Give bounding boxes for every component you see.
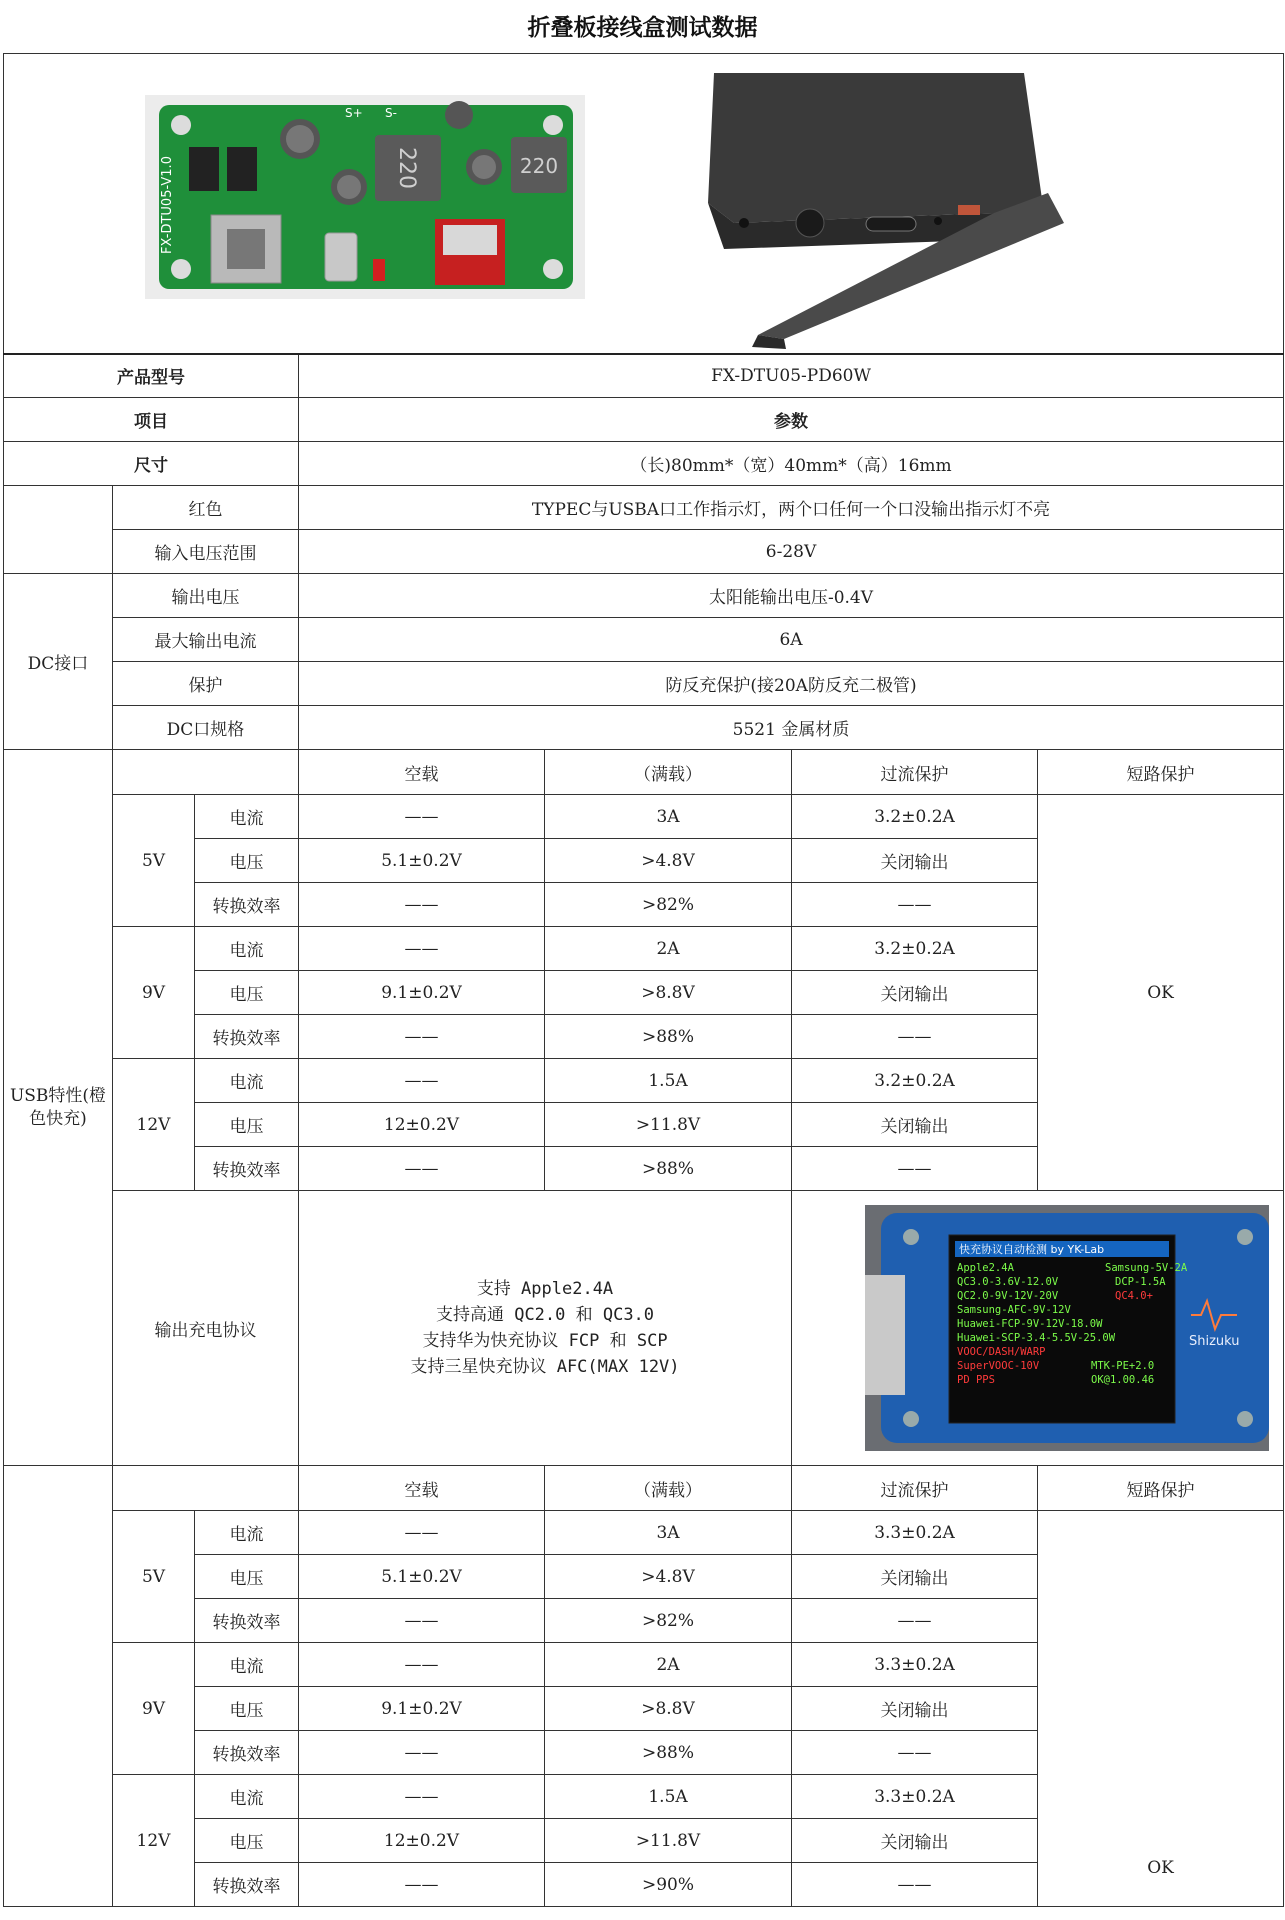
row-label: 转换效率	[195, 1015, 299, 1059]
param-header: 参数	[299, 398, 1284, 442]
row-label: 电压	[195, 971, 299, 1015]
tester-brand: Shizuku	[1189, 1334, 1240, 1349]
silkscreen-model: FX-DTU05-V1.0	[160, 156, 175, 255]
dc-item-label: 最大输出电流	[113, 618, 299, 662]
noload-value: 12±0.2V	[299, 1103, 545, 1147]
fullload-value: >82%	[545, 883, 792, 927]
item-header: 项目	[4, 398, 299, 442]
dc-item-label: 输出电压	[113, 574, 299, 618]
header-noload: 空载	[299, 750, 545, 795]
noload-value: ——	[299, 1511, 545, 1555]
ocp-value: 3.3±0.2A	[792, 1775, 1038, 1819]
fullload-value: >11.8V	[545, 1819, 792, 1863]
spec-table	[3, 53, 1284, 1907]
dc-item-label: DC口规格	[113, 706, 299, 750]
tester-line: MTK-PE+2.0	[1091, 1360, 1155, 1372]
dc-item-value: 6A	[299, 618, 1284, 662]
ocp-value: 3.2±0.2A	[792, 1059, 1038, 1103]
tester-line: QC3.0-3.6V-12.0V	[957, 1276, 1059, 1288]
dc-item-value: 5521 金属材质	[299, 706, 1284, 750]
noload-value: 12±0.2V	[299, 1819, 545, 1863]
protocol-line: 支持华为快充协议 FCP 和 SCP	[422, 1331, 668, 1351]
usb-header-blank	[113, 1466, 299, 1511]
model-label: 产品型号	[4, 354, 299, 398]
dc-group-label: DC接口	[4, 574, 113, 750]
ocp-value: 关闭输出	[792, 839, 1038, 883]
inductor-label-left: 220	[394, 147, 419, 190]
row-label: 电流	[195, 1511, 299, 1555]
noload-value: ——	[299, 1731, 545, 1775]
dc-item-label: 输入电压范围	[113, 530, 299, 574]
noload-value: ——	[299, 1643, 545, 1687]
fullload-value: >90%	[545, 1863, 792, 1907]
silkscreen-sm: S-	[385, 106, 397, 121]
ocp-value: ——	[792, 1863, 1038, 1907]
short-circuit-value: OK	[1038, 795, 1284, 1191]
tester-line: Samsung-AFC-9V-12V	[957, 1304, 1071, 1316]
row-label: 电流	[195, 1059, 299, 1103]
fullload-value: 3A	[545, 795, 792, 839]
ocp-value: 关闭输出	[792, 971, 1038, 1015]
tester-photo-cell	[792, 1191, 1284, 1466]
inductor-label-right: 220	[519, 154, 559, 179]
voltage-label: 5V	[113, 1511, 195, 1643]
tester-line: PD PPS	[957, 1374, 995, 1386]
noload-value: ——	[299, 927, 545, 971]
ocp-value: 关闭输出	[792, 1687, 1038, 1731]
voltage-label: 9V	[113, 1643, 195, 1775]
enclosure-box-image	[694, 63, 1074, 349]
ocp-value: ——	[792, 883, 1038, 927]
header-short: 短路保护	[1038, 750, 1284, 795]
noload-value: ——	[299, 883, 545, 927]
tester-line: QC4.0+	[1115, 1290, 1153, 1302]
noload-value: ——	[299, 1599, 545, 1643]
silkscreen-sp: S+	[345, 106, 363, 121]
noload-value: ——	[299, 1015, 545, 1059]
protocol-label: 输出充电协议	[113, 1191, 299, 1466]
tester-header: 快充协议自动检测 by YK-Lab	[959, 1243, 1105, 1256]
fullload-value: >8.8V	[545, 971, 792, 1015]
header-fullload: （满载）	[545, 1466, 792, 1511]
noload-value: ——	[299, 1775, 545, 1819]
fullload-value: 2A	[545, 1643, 792, 1687]
tester-line: Huawei-SCP-3.4-5.5V-25.0W	[957, 1332, 1116, 1344]
noload-value: ——	[299, 1147, 545, 1191]
header-fullload: （满载）	[545, 750, 792, 795]
row-label: 电压	[195, 1819, 299, 1863]
ocp-value: ——	[792, 1015, 1038, 1059]
pcb-board-image	[145, 95, 585, 299]
usb-second-group-empty	[4, 1466, 113, 1907]
tester-line: VOOC/DASH/WARP	[957, 1346, 1046, 1358]
fullload-value: 1.5A	[545, 1775, 792, 1819]
short-circuit-value: OK	[1038, 1511, 1284, 1907]
row-label: 电流	[195, 927, 299, 971]
fullload-value: >88%	[545, 1731, 792, 1775]
header-ocp: 过流保护	[792, 1466, 1038, 1511]
usb-tester-image	[865, 1205, 1269, 1451]
noload-value: 5.1±0.2V	[299, 839, 545, 883]
fullload-value: 2A	[545, 927, 792, 971]
ocp-value: ——	[792, 1731, 1038, 1775]
size-value: （长)80mm*（宽）40mm*（高）16mm	[299, 442, 1284, 486]
header-noload: 空载	[299, 1466, 545, 1511]
noload-value: 5.1±0.2V	[299, 1555, 545, 1599]
noload-value: ——	[299, 795, 545, 839]
ocp-value: 3.2±0.2A	[792, 927, 1038, 971]
ocp-value: 3.3±0.2A	[792, 1511, 1038, 1555]
tester-line: DCP-1.5A	[1115, 1276, 1166, 1288]
fullload-value: >88%	[545, 1147, 792, 1191]
ocp-value: ——	[792, 1599, 1038, 1643]
noload-value: ——	[299, 1059, 545, 1103]
tester-line: Huawei-FCP-9V-12V-18.0W	[957, 1318, 1103, 1330]
tester-line: QC2.0-9V-12V-20V	[957, 1290, 1059, 1302]
voltage-label: 12V	[113, 1059, 195, 1191]
fullload-value: >88%	[545, 1015, 792, 1059]
dc-group-empty	[4, 486, 113, 574]
tester-line: Apple2.4A	[957, 1262, 1014, 1274]
ocp-value: 3.3±0.2A	[792, 1643, 1038, 1687]
ocp-value: 关闭输出	[792, 1103, 1038, 1147]
header-short: 短路保护	[1038, 1466, 1284, 1511]
row-label: 电压	[195, 1555, 299, 1599]
row-label: 电压	[195, 1687, 299, 1731]
protocol-line: 支持高通 QC2.0 和 QC3.0	[435, 1305, 655, 1325]
row-label: 转换效率	[195, 1599, 299, 1643]
voltage-label: 5V	[113, 795, 195, 927]
row-label: 电压	[195, 839, 299, 883]
usb-header-blank	[113, 750, 299, 795]
usb-orange-group-label: USB特性(橙色快充)	[4, 750, 113, 1466]
protocol-line: 支持 Apple2.4A	[476, 1279, 614, 1299]
row-label: 电流	[195, 795, 299, 839]
dc-item-label: 红色	[113, 486, 299, 530]
fullload-value: >8.8V	[545, 1687, 792, 1731]
model-value: FX-DTU05-PD60W	[299, 354, 1284, 398]
size-label: 尺寸	[4, 442, 299, 486]
row-label: 转换效率	[195, 1731, 299, 1775]
noload-value: 9.1±0.2V	[299, 1687, 545, 1731]
tester-line: SuperVOOC-10V	[957, 1360, 1040, 1372]
noload-value: ——	[299, 1863, 545, 1907]
fullload-value: 3A	[545, 1511, 792, 1555]
dc-item-value: 防反充保护(接20A防反充二极管)	[299, 662, 1284, 706]
voltage-label: 12V	[113, 1775, 195, 1907]
fullload-value: 1.5A	[545, 1059, 792, 1103]
dc-item-value: 6-28V	[299, 530, 1284, 574]
protocol-list	[299, 1191, 792, 1466]
fullload-value: >4.8V	[545, 839, 792, 883]
noload-value: 9.1±0.2V	[299, 971, 545, 1015]
page-title: 折叠板接线盒测试数据	[527, 14, 758, 41]
tester-line: Samsung-5V-2A	[1105, 1262, 1188, 1274]
fullload-value: >82%	[545, 1599, 792, 1643]
dc-item-value: 太阳能输出电压-0.4V	[299, 574, 1284, 618]
protocol-line: 支持三星快充协议 AFC(MAX 12V)	[410, 1357, 680, 1377]
ocp-value: ——	[792, 1147, 1038, 1191]
tester-line: OK@1.00.46	[1091, 1374, 1155, 1386]
row-label: 转换效率	[195, 1863, 299, 1907]
product-photos	[4, 54, 1284, 354]
row-label: 电流	[195, 1643, 299, 1687]
row-label: 转换效率	[195, 883, 299, 927]
fullload-value: >4.8V	[545, 1555, 792, 1599]
ocp-value: 关闭输出	[792, 1555, 1038, 1599]
dc-item-label: 保护	[113, 662, 299, 706]
row-label: 电流	[195, 1775, 299, 1819]
fullload-value: >11.8V	[545, 1103, 792, 1147]
dc-item-value: TYPEC与USBA口工作指示灯，两个口任何一个口没输出指示灯不亮	[299, 486, 1284, 530]
ocp-value: 关闭输出	[792, 1819, 1038, 1863]
row-label: 转换效率	[195, 1147, 299, 1191]
voltage-label: 9V	[113, 927, 195, 1059]
row-label: 电压	[195, 1103, 299, 1147]
ocp-value: 3.2±0.2A	[792, 795, 1038, 839]
header-ocp: 过流保护	[792, 750, 1038, 795]
